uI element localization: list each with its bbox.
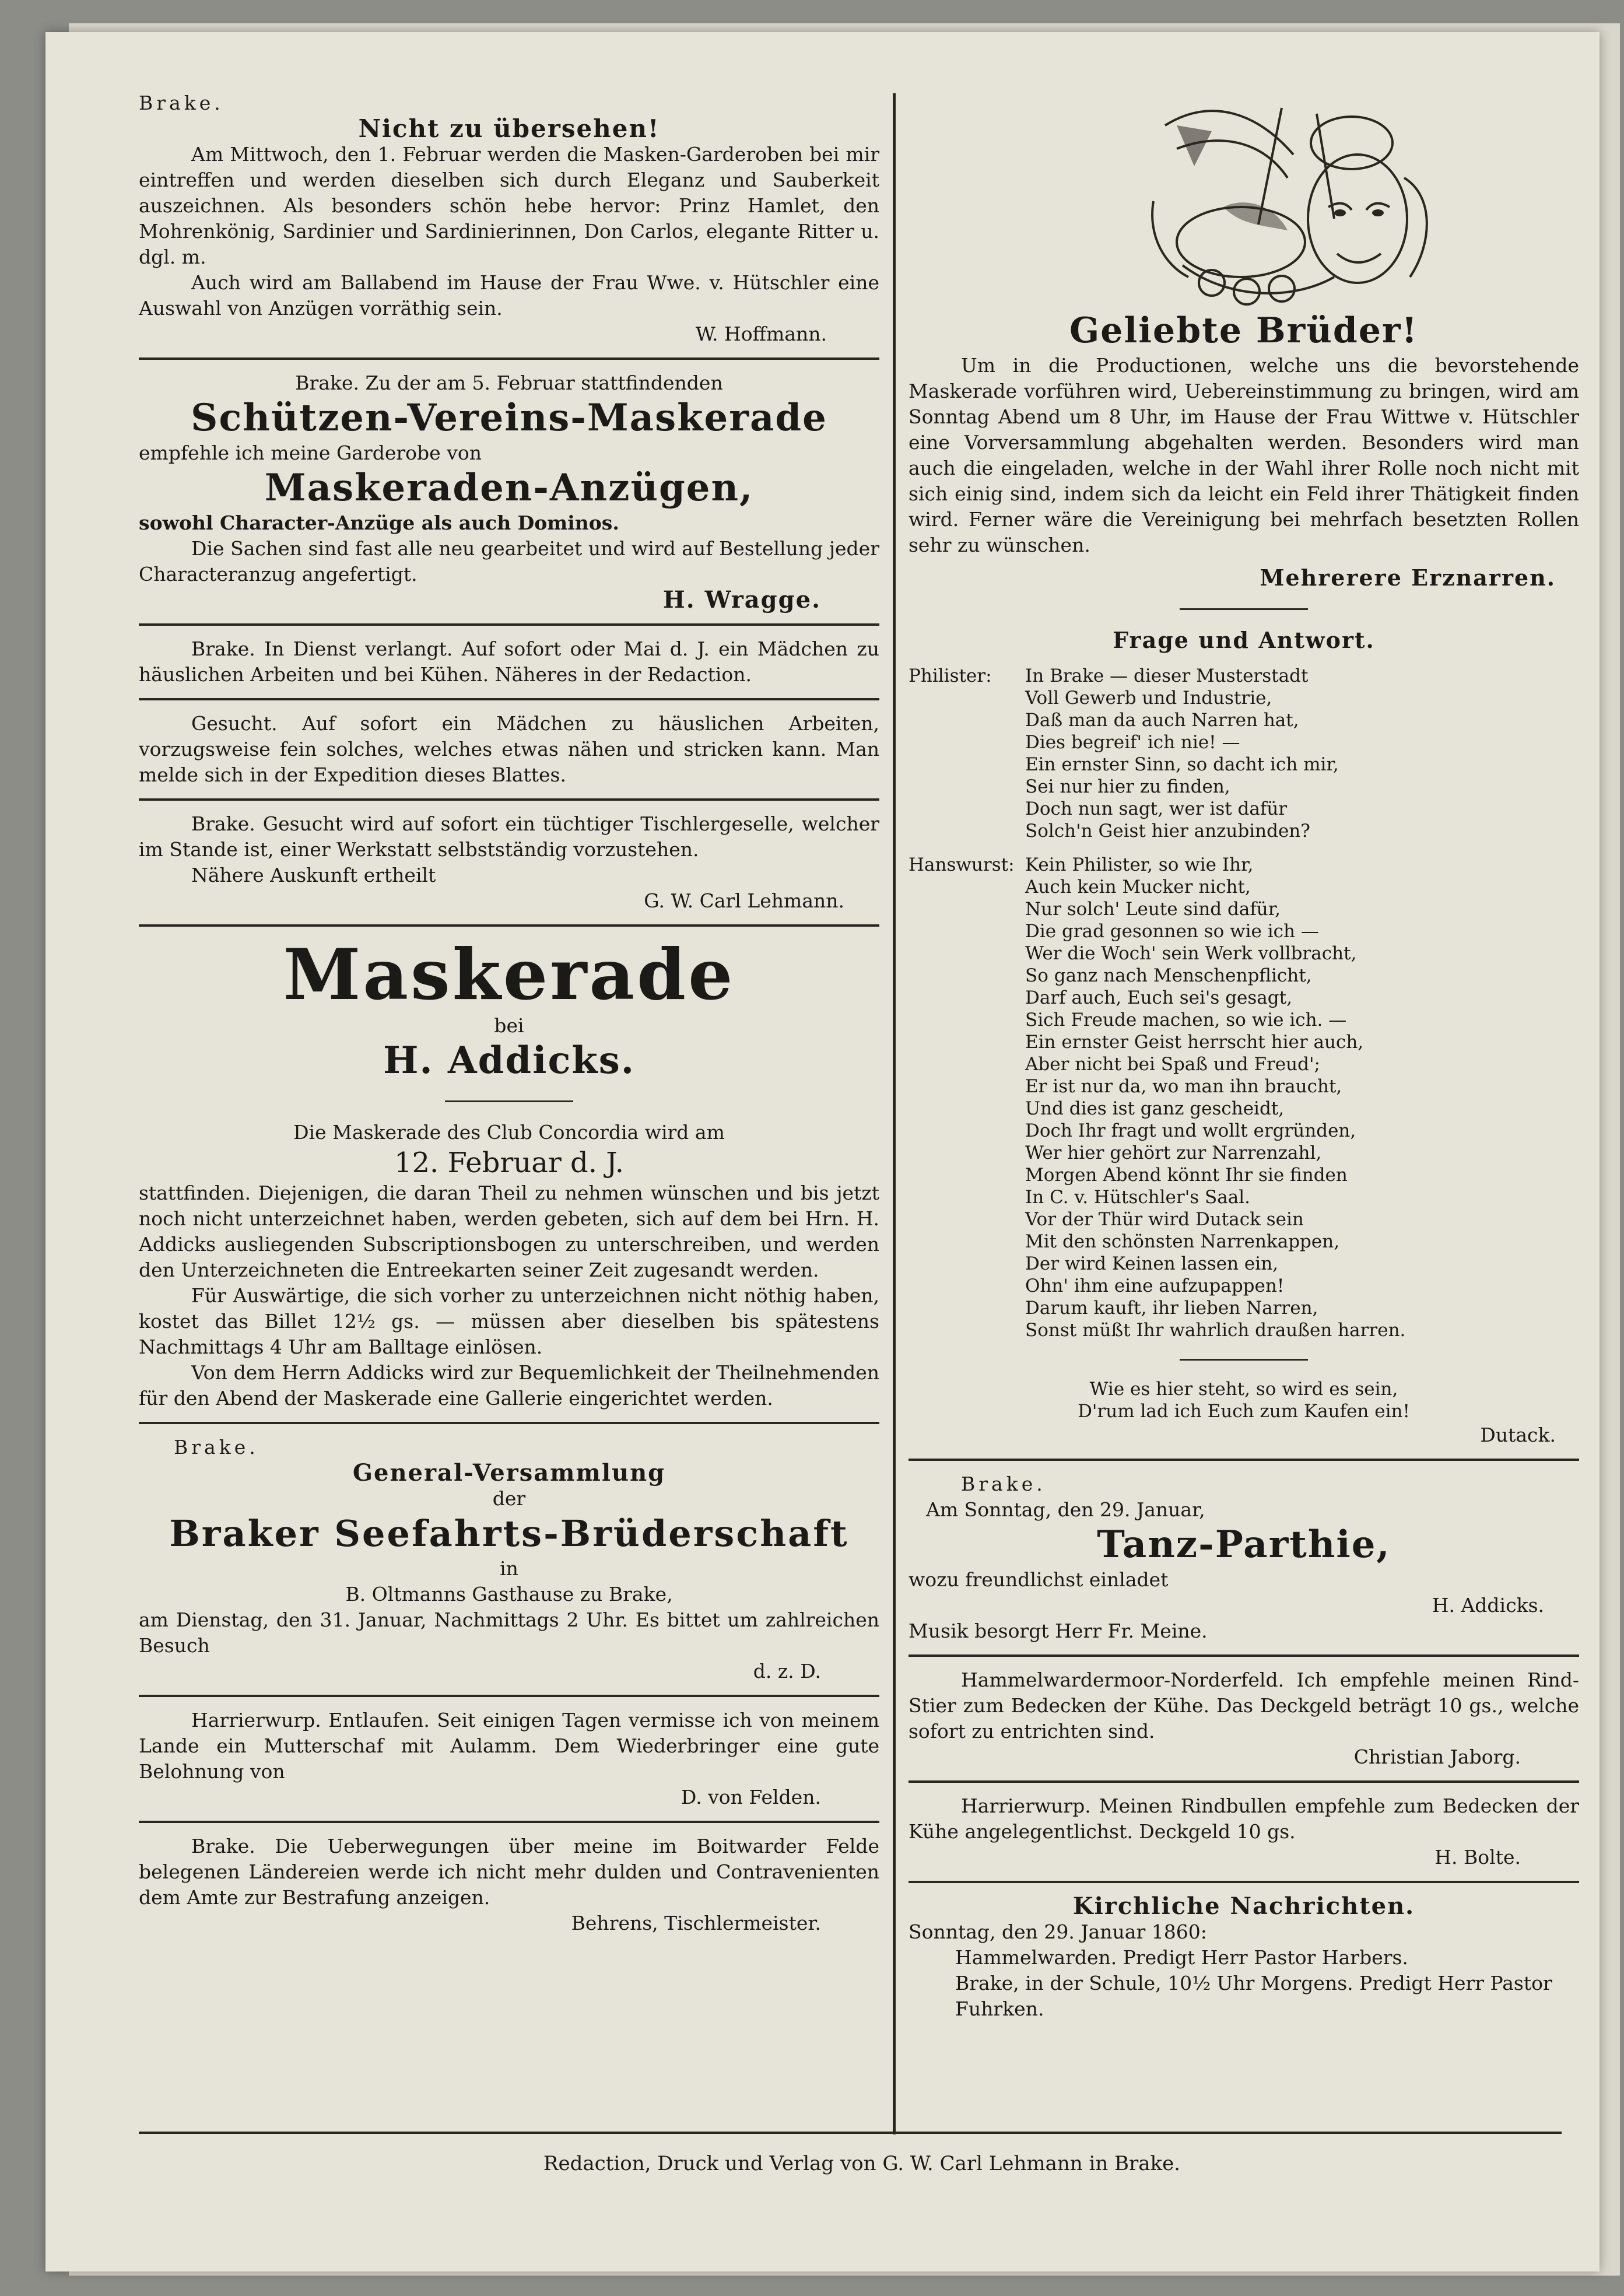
verse-line: Ohn' ihm eine aufzupappen! [1025, 1275, 1285, 1296]
verse-line: Aber nicht bei Spaß und Freud'; [1025, 1054, 1320, 1075]
ad-title: Maskeraden-Anzügen, [264, 466, 754, 510]
ad-line: empfehle ich meine Garderobe von [139, 441, 482, 464]
verse-line: Voll Gewerb und Industrie, [1025, 688, 1272, 709]
ad-signature: Dutack. [1480, 1424, 1556, 1446]
ad-line: der [492, 1487, 526, 1510]
ad-signature: Behrens, Tischlermeister. [571, 1912, 821, 1934]
ad-signature: H. Wragge. [662, 586, 821, 614]
ad-entlaufen [139, 1708, 879, 1810]
ad-maskerade [139, 934, 879, 1411]
verse-line: Die grad gesonnen so wie ich — [1025, 921, 1319, 942]
divider [909, 1780, 1579, 1783]
ad-body: Brake. In Dienst verlangt. Auf sofort oder Mai d. J. ein Mädchen zu häuslichen Arbeiten und bei Kühen. Näheres in der Redaction. [139, 637, 879, 686]
ad-bolte [909, 1793, 1579, 1870]
column-divider [893, 93, 896, 2134]
newspaper-page [45, 32, 1600, 2272]
ad-line: in [500, 1557, 518, 1580]
ad-name: H. Addicks. [383, 1039, 636, 1082]
verse-line: Doch nun sagt, wer ist dafür [1025, 798, 1288, 819]
ad-date: 12. Februar d. J. [394, 1147, 625, 1179]
ad-body: stattfinden. Diejenigen, die daran Theil zu nehmen wünschen und bis jetzt noch nicht unterzeichnet haben, werden gebeten, sich auf dem bei Hrn. H. Addicks ausliegenden Subscriptionsbogen zu unterschreiben, und werden den Unterzeichneten die Entreekarten seiner Zeit zugesandt werden. [139, 1182, 879, 1281]
ad-title: General-Versammlung [352, 1459, 666, 1487]
verse-line: Sonst müßt Ihr wahrlich draußen harren. [1025, 1320, 1406, 1341]
ad-body: Gesucht. Auf sofort ein Mädchen zu häuslichen Arbeiten, vorzugsweise fein solches, welches etwas nähen und stricken kann. Man melde sich in der Expedition dieses Blattes. [139, 712, 879, 786]
verse-line: Darf auch, Euch sei's gesagt, [1025, 987, 1292, 1008]
divider [139, 798, 879, 801]
verse-hanswurst [909, 854, 1579, 1341]
ad-body: Harrierwurp. Entlaufen. Seit einigen Tagen vermisse ich von meinem Lande ein Mutterschaf mit Aulamm. Dem Wiederbringer eine gute Belohnung von [139, 1709, 879, 1783]
ad-signature: W. Hoffmann. [695, 323, 827, 345]
right-column [909, 90, 1579, 2022]
divider [1180, 1359, 1308, 1361]
ad-place: Brake. [174, 1436, 259, 1459]
verse-line: Dies begreif' ich nie! — [1025, 732, 1240, 753]
verse-line: Vor der Thür wird Dutack sein [1025, 1209, 1304, 1230]
divider [139, 623, 879, 626]
verse-lines [1025, 854, 1538, 1341]
ad-title: Nicht zu übersehen! [358, 114, 660, 143]
ad-line: Musik besorgt Herr Fr. Meine. [909, 1620, 1208, 1642]
ad-dienst [139, 636, 879, 688]
ad-seefahrt [139, 1435, 879, 1684]
ad-hoffmann [139, 90, 879, 347]
divider [445, 1100, 573, 1102]
ad-jaborg [909, 1667, 1579, 1770]
divider [139, 924, 879, 927]
verse-line: Und dies ist ganz gescheidt, [1025, 1098, 1285, 1119]
ad-body: Brake. Die Ueberwegungen über meine im Boitwarder Felde belegenen Ländereien werde ich nicht mehr dulden und Contravenienten dem Amte zur Bestrafung anzeigen. [139, 1835, 879, 1909]
ad-title: Maskerade [283, 934, 735, 1016]
divider [139, 1422, 879, 1424]
ad-signature: H. Addicks. [1432, 1594, 1544, 1617]
ad-intro: Brake. Zu der am 5. Februar stattfindenden [295, 371, 723, 394]
ad-line: B. Oltmanns Gasthause zu Brake, [345, 1583, 673, 1606]
verse-closing [909, 1378, 1579, 1422]
verse-line: Wer hier gehört zur Narrenzahl, [1025, 1142, 1322, 1163]
ad-line: Die Maskerade des Club Concordia wird am [293, 1121, 725, 1144]
divider [909, 1654, 1579, 1657]
ad-signature: D. von Felden. [681, 1786, 821, 1808]
ad-signature: Christian Jaborg. [1353, 1745, 1521, 1768]
ad-body: Hammelwardermoor-Norderfeld. Ich empfehle meinen Rind-Stier zum Bedecken der Kühe. Das Deckgeld beträgt 10 gs., welche sofort zu entrichten sind. [909, 1668, 1579, 1743]
verse-line: Kein Philister, so wie Ihr, [1025, 854, 1254, 875]
verse-speaker: Hanswurst: [909, 854, 1015, 875]
ad-signature: d. z. D. [753, 1660, 821, 1682]
verse-line: Daß man da auch Narren hat, [1025, 710, 1299, 731]
ad-kirchlich [909, 1894, 1579, 2022]
ad-body: am Dienstag, den 31. Januar, Nachmittags 2 Uhr. Es bittet um zahlreichen Besuch [139, 1608, 879, 1657]
verse-line: Morgen Abend könnt Ihr sie finden [1025, 1165, 1348, 1186]
verse-lines [1025, 665, 1538, 842]
divider [1180, 608, 1308, 610]
ad-title: Geliebte Brüder! [1069, 310, 1418, 351]
ad-wragge [139, 370, 879, 613]
verse-line: Ein ernster Sinn, so dacht ich mir, [1025, 754, 1339, 775]
ad-body: Für Auswärtige, die sich vorher zu unterzeichnen nicht nöthig haben, kostet das Billet 12½ gs. — müssen aber dieselben bis spätestens Nachmittags 4 Uhr am Balltage einlösen. [139, 1284, 879, 1358]
ad-title: Schützen-Vereins-Maskerade [191, 396, 827, 440]
ad-tanz [909, 1471, 1579, 1644]
divider [139, 1695, 879, 1697]
verse-line: So ganz nach Menschenpflicht, [1025, 965, 1312, 986]
carnival-masks-ornament-icon [1142, 90, 1445, 306]
verse-line: Auch kein Mucker nicht, [1025, 877, 1251, 898]
left-column [139, 90, 879, 1936]
verse-line: Ein ernster Geist herrscht hier auch, [1025, 1032, 1364, 1053]
verse-line: Darum kauft, ihr lieben Narren, [1025, 1298, 1318, 1319]
verse-line: Sich Freude machen, so wie ich. — [1025, 1009, 1347, 1030]
footer-rule [139, 2132, 1562, 2134]
divider [139, 698, 879, 700]
divider [909, 1459, 1579, 1461]
verse-speaker: Philister: [909, 665, 992, 686]
verse-line: Wer die Woch' sein Werk vollbracht, [1025, 943, 1357, 964]
ad-title: Tanz-Parthie, [1097, 1523, 1391, 1566]
ad-line: sowohl Character-Anzüge als auch Dominos. [139, 511, 619, 534]
verse-line: D'rum lad ich Euch zum Kaufen ein! [1078, 1401, 1410, 1422]
verse-line: In C. v. Hütschler's Saal. [1025, 1187, 1250, 1208]
divider [139, 357, 879, 360]
verse-line: Wie es hier steht, so wird es sein, [1089, 1379, 1398, 1400]
verse-line: Der wird Keinen lassen ein, [1025, 1253, 1279, 1274]
ad-place: Brake. [961, 1473, 1046, 1495]
ad-body: Am Mittwoch, den 1. Februar werden die Masken-Garderoben bei mir eintreffen und werden dieselben sich durch Eleganz und Sauberkeit auszeichnen. Als besonders schön hebe hervor: Prinz Hamlet, den Mohrenkönig, Sardinier und Sardinierinnen, Don Carlos, elegante Ritter u. dgl. m. [139, 143, 879, 268]
ad-line: bei [494, 1014, 524, 1037]
ad-line: wozu freundlichst einladet [909, 1568, 1169, 1591]
ad-behrens [139, 1834, 879, 1936]
ad-tischler [139, 811, 879, 914]
ad-body: Harrierwurp. Meinen Rindbullen empfehle zum Bedecken der Kühe angelegentlichst. Deckgeld 10 gs. [909, 1794, 1579, 1843]
ad-gesucht [139, 711, 879, 788]
ad-signature: G. W. Carl Lehmann. [644, 889, 844, 912]
ad-line: Hammelwarden. Predigt Herr Pastor Harbers. [955, 1946, 1408, 1969]
verse-line: Doch Ihr fragt und wollt ergründen, [1025, 1120, 1356, 1141]
verse-line: Er ist nur da, wo man ihn braucht, [1025, 1076, 1342, 1097]
ad-brueder [909, 309, 1579, 591]
ad-place: Brake. [139, 92, 224, 114]
divider [909, 1881, 1579, 1883]
ad-title: Kirchliche Nachrichten. [1072, 1892, 1415, 1920]
ad-signature: H. Bolte. [1434, 1846, 1521, 1869]
ad-title: Braker Seefahrts-Brüderschaft [169, 1512, 849, 1555]
verse-line: Sei nur hier zu finden, [1025, 776, 1230, 797]
ad-line: Am Sonntag, den 29. Januar, [926, 1498, 1205, 1521]
verse-line: Solch'n Geist hier anzubinden? [1025, 821, 1310, 842]
imprint-footer: Redaction, Druck und Verlag von G. W. Carl Lehmann in Brake. [543, 2152, 1181, 2175]
ad-body: Von dem Herrn Addicks wird zur Bequemlichkeit der Theilnehmenden für den Abend der Maskerade eine Gallerie eingerichtet werden. [139, 1361, 879, 1410]
ad-body: Brake. Gesucht wird auf sofort ein tüchtiger Tischlergeselle, welcher im Stande ist, einer Werkstatt selbstständig vorzustehen. [139, 812, 879, 861]
ad-signature: Mehrerere Erznarren. [1260, 565, 1556, 591]
verse-line: In Brake — dieser Musterstadt [1025, 665, 1309, 686]
verse-line: Mit den schönsten Narrenkappen, [1025, 1231, 1340, 1252]
verse-philister [909, 665, 1579, 842]
ad-title: Frage und Antwort. [1113, 627, 1375, 653]
ad-line: Brake, in der Schule, 10½ Uhr Morgens. Predigt Herr Pastor Fuhrken. [955, 1972, 1552, 2020]
ad-body: Auch wird am Ballabend im Hause der Frau Wwe. v. Hütschler eine Auswahl von Anzügen vorräthig sein. [139, 271, 879, 320]
verse-line: Nur solch' Leute sind dafür, [1025, 899, 1281, 920]
divider [139, 1821, 879, 1823]
ad-line: Sonntag, den 29. Januar 1860: [909, 1920, 1207, 1943]
ad-body: Die Sachen sind fast alle neu gearbeitet und wird auf Bestellung jeder Characteranzug angefertigt. [139, 537, 879, 586]
ad-body: Um in die Productionen, welche uns die bevorstehende Maskerade vorführen wird, Uebereinstimmung zu bringen, wird am Sonntag Abend um 8 Uhr, im Hause der Frau Wittwe v. Hütschler eine Vorversammlung abgehalten werden. Besonders wird man auch die eingeladen, welche in der Wahl ihrer Rolle noch nicht mit sich einig sind, indem sich da leicht ein Feld ihrer Thätigkeit finden wird. Ferner wäre die Vereinigung bei mehrfach besetzten Rollen sehr zu wünschen. [909, 354, 1579, 556]
ad-line: Nähere Auskunft ertheilt [191, 864, 436, 886]
ad-frage-antwort [909, 628, 1579, 1448]
